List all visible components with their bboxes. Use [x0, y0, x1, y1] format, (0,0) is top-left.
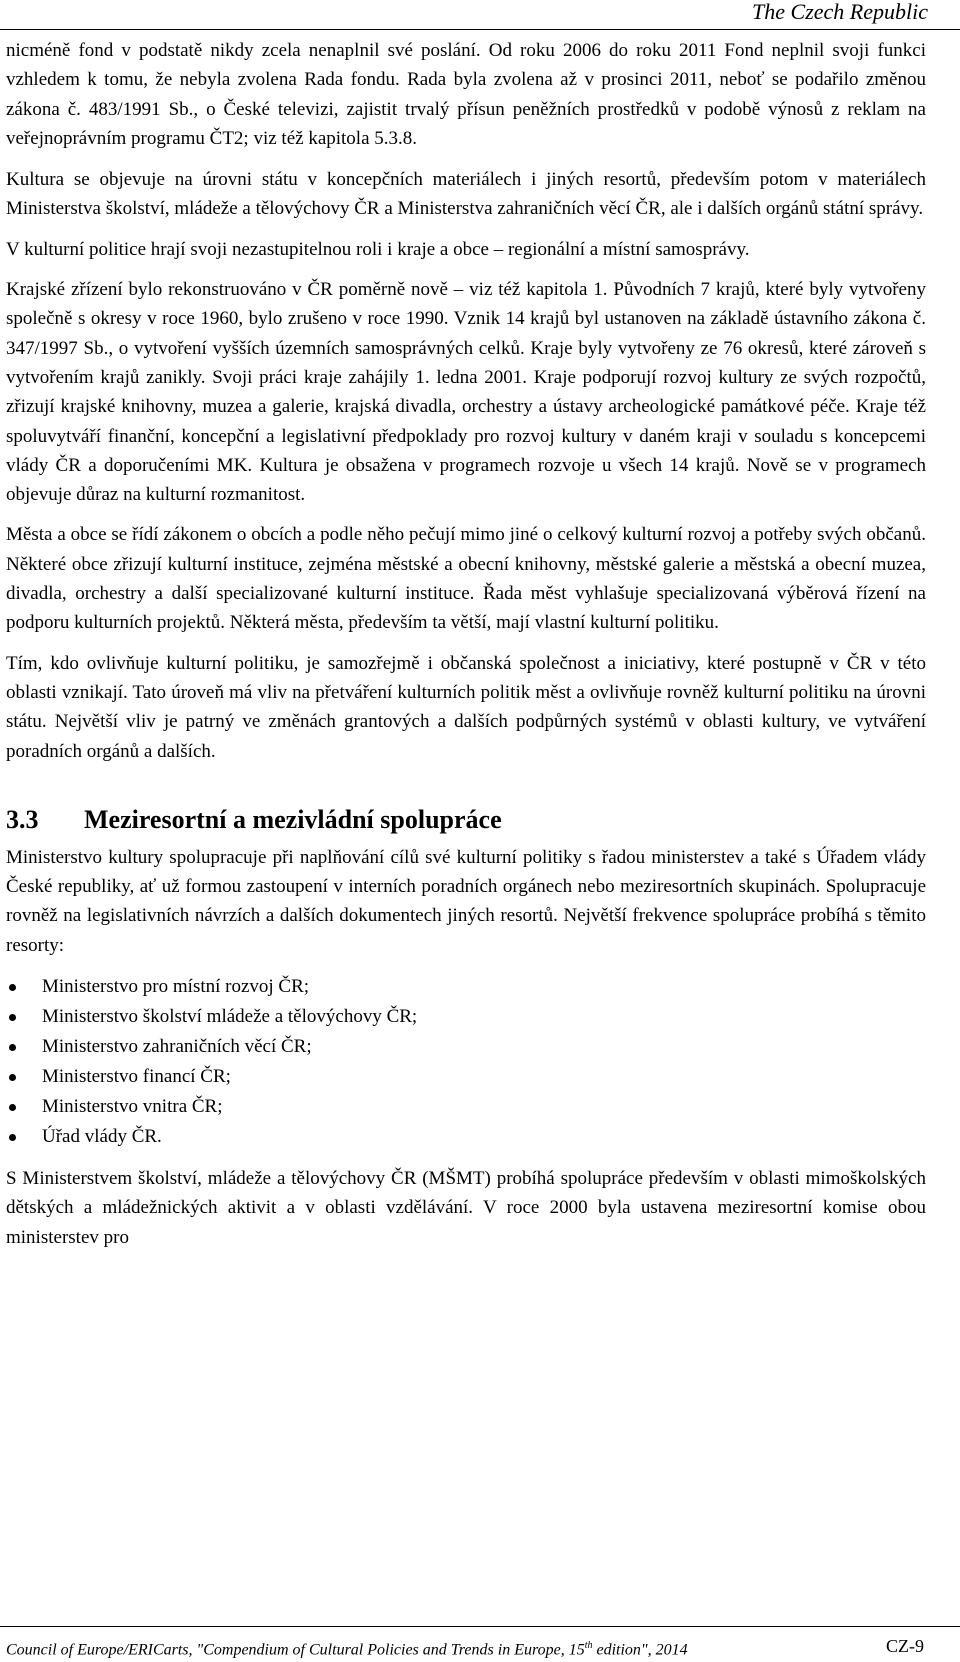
section-heading [6, 803, 926, 837]
section-closing: S Ministerstvem školství, mládeže a tělovýchovy ČR (MŠMT) probíhá spolupráce především v oblasti mimoškolských dětských a mládežnických aktivit a v oblasti vzdělávání. V roce 2000 byla ustavena meziresortní komise obou ministerstev pro [6, 1168, 926, 1248]
list-item: Ministerstvo pro místní rozvoj ČR; [6, 972, 926, 1002]
paragraph: Tím, kdo ovlivňuje kulturní politiku, je samozřejmě i občanská společnost a iniciativy, které postupně v ČR v této oblasti vznikají. Tato úroveň má vliv na přetváření kulturních politik měst a ovlivňuje rovněž kulturní politiku na úrovni státu. Největší vliv je patrný ve změnách grantových a dalších podpůrných systémů v oblasti kultury, ve vytváření poradních orgánů a dalších. [6, 652, 926, 762]
footer-citation: Council of Europe/ERICarts, "Compendium of Cultural Policies and Trends in Europe, 15th edition", 2014 [6, 1640, 688, 1659]
ministry-list [6, 972, 926, 1152]
paragraph: nicméně fond v podstatě nikdy zcela nenaplnil své poslání. Od roku 2006 do roku 2011 Fond neplnil svoji funkci vzhledem k tomu, že nebyla zvolena Rada fondu. Rada byla zvolena až v prosinci 2011, neboť se podařilo změnou zákona č. 483/1991 Sb., o České televizi, zajistit trvalý přísun peněžních prostředků v podobě výnosů z reklam na veřejnoprávním programu ČT2; viz též kapitola 5.3.8. [6, 40, 926, 149]
page-header [0, 0, 960, 34]
paragraph: V kulturní politice hrají svoji nezastupitelnou roli i kraje a obce – regionální a místní samosprávy. [6, 238, 750, 260]
bullet-icon [9, 1014, 16, 1021]
bullet-icon [9, 1134, 16, 1141]
page-footer [0, 1626, 960, 1662]
page-number: CZ-9 [886, 1636, 924, 1656]
bullet-icon [9, 1074, 16, 1081]
header-title: The Czech Republic [752, 0, 928, 24]
paragraph: Města a obce se řídí zákonem o obcích a podle něho pečují mimo jiné o celkový kulturní rozvoj a potřeby svých občanů. Některé obce zřizují kulturní instituce, zejména městské a obecní knihovny, městské galerie a městská a obecní muzea, divadla, orchestry a další specializované kulturní instituce. Řada měst vyhlašuje specializovaná výběrová řízení na podporu kulturních projektů. Některá města, především ta větší, mají vlastní kulturní politiku. [6, 524, 926, 634]
paragraph: Kultura se objevuje na úrovni státu v koncepčních materiálech i jiných resortů, především potom v materiálech Ministerstva školství, mládeže a tělovýchovy ČR a Ministerstva zahraničních věcí ČR, ale i dalších orgánů státní správy. [6, 169, 926, 220]
list-item: Ministerstvo vnitra ČR; [6, 1092, 926, 1122]
bullet-icon [9, 1044, 16, 1051]
list-item: Ministerstvo školství mládeže a tělovýchovy ČR; [6, 1002, 926, 1032]
bullet-icon [9, 1104, 16, 1111]
section-title: Meziresortní a mezivládní spolupráce [84, 804, 502, 834]
list-item: Ministerstvo financí ČR; [6, 1062, 926, 1092]
bullet-icon [9, 984, 16, 991]
header-rule [0, 29, 960, 30]
footer-rule [0, 1626, 960, 1627]
section-number: 3.3 [6, 804, 39, 834]
list-item: Úřad vlády ČR. [6, 1122, 926, 1152]
page-content [6, 36, 926, 1263]
paragraph: Krajské zřízení bylo rekonstruováno v ČR poměrně nově – viz též kapitola 1. Původních 7 krajů, které byly vytvořeny společně s okresy v roce 1960, bylo zrušeno v roce 1990. Vznik 14 krajů byl ustanoven na základě ústavního zákona č. 347/1997 Sb., o vytvoření vyšších územních samosprávných celků. Kraje byly vytvořeny ze 76 okresů, které zároveň s vytvořením krajů zanikly. Svoji práci kraje zahájily 1. ledna 2001. Kraje podporují rozvoj kultury ze svých rozpočtů, zřizují krajské knihovny, muzea a galerie, krajská divadla, orchestry a ústavy archeologické památkové péče. Kraje též spoluvytváří finanční, koncepční a legislativní předpoklady pro rozvoj kultury v daném kraji v souladu s koncepcemi vlády ČR a doporučeními MK. Kultura je obsažena v programech rozvoje u všech 14 krajů. Nově se v programech objevuje důraz na kulturní rozmanitost. [6, 279, 926, 506]
section-intro: Ministerstvo kultury spolupracuje při naplňování cílů své kulturní politiky s řadou ministerstev a také s Úřadem vlády České republiky, ať už formou zastoupení v interních poradních orgánech nebo meziresortních skupinách. Spolupracuje rovněž na legislativních návrzích a dalších dokumentech jiných resortů. Největší frekvence spolupráce probíhá s těmito resorty: [6, 846, 926, 956]
list-item: Ministerstvo zahraničních věcí ČR; [6, 1032, 926, 1062]
